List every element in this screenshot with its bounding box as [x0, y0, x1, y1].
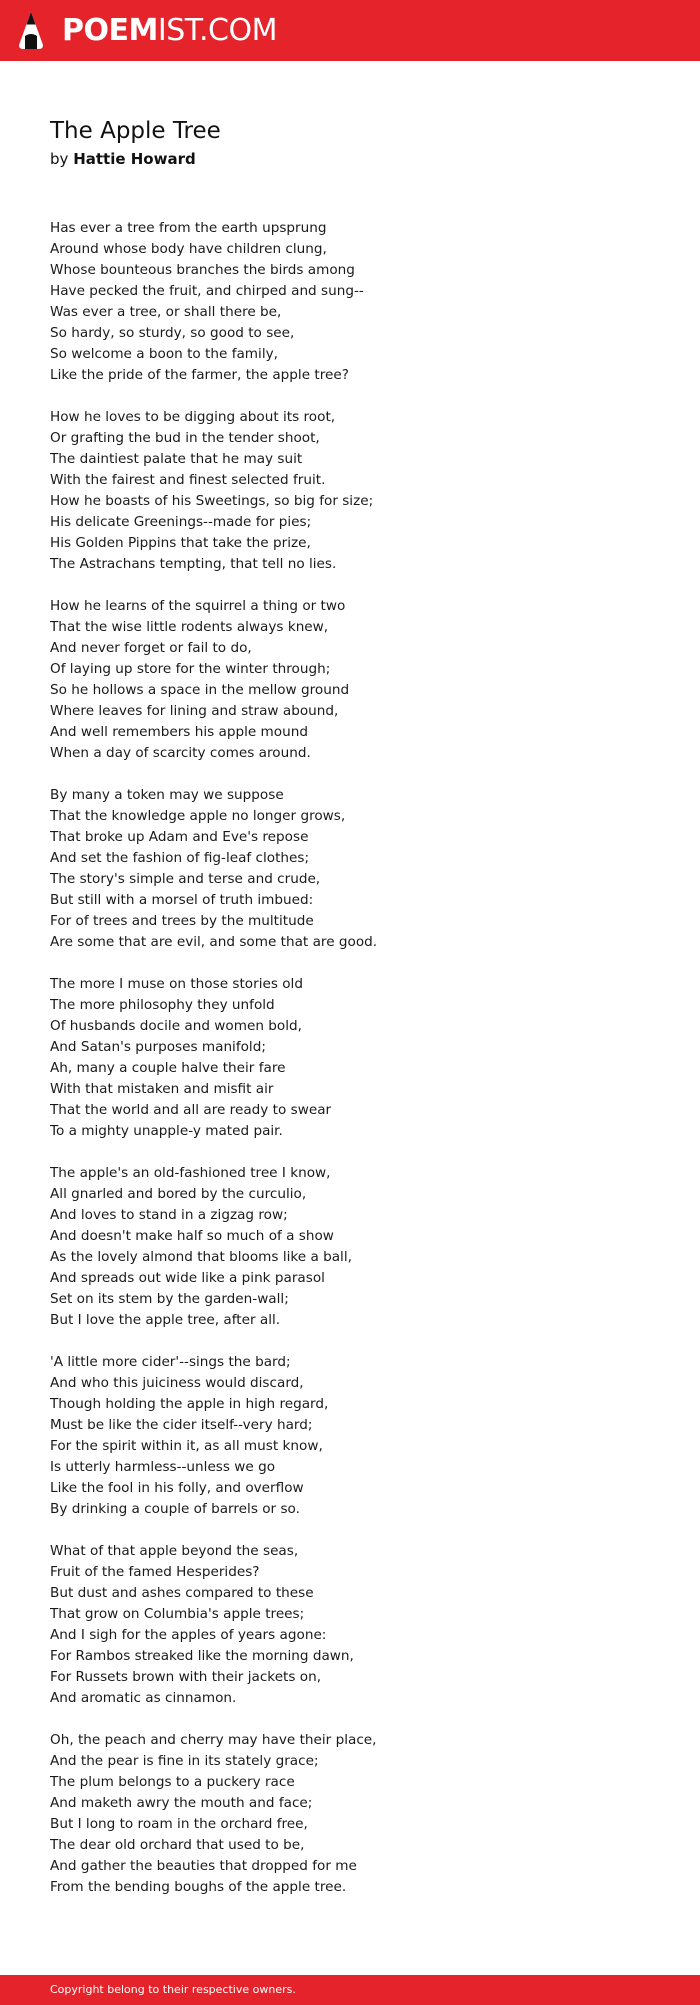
poem-line: But I long to roam in the orchard free, [50, 1816, 308, 1832]
poem-line: Is utterly harmless--unless we go [50, 1459, 276, 1475]
pencil-tip-icon [16, 11, 46, 51]
poem-line: But still with a morsel of truth imbued: [50, 892, 314, 908]
poem-line: For Rambos streaked like the morning dawn, [50, 1648, 354, 1664]
brand-light: IST.COM [157, 13, 277, 48]
poem-line: The plum belongs to a puckery race [50, 1774, 295, 1790]
poem-line: So he hollows a space in the mellow ground [50, 682, 350, 698]
site-brand [62, 13, 277, 48]
poem-line: Like the fool in his folly, and overflow [50, 1480, 304, 1496]
poem-line: To a mighty unapple-y mated pair. [50, 1123, 283, 1139]
poem-line: All gnarled and bored by the curculio, [50, 1186, 307, 1202]
poem-stanza [50, 407, 670, 575]
poem-line: With the fairest and finest selected fruit. [50, 472, 326, 488]
poem-line: The more philosophy they unfold [50, 997, 275, 1013]
poem-line: His delicate Greenings--made for pies; [50, 514, 312, 530]
poem-line: And never forget or fail to do, [50, 640, 252, 656]
poem-stanza [50, 1163, 670, 1331]
poem-line: And Satan's purposes manifold; [50, 1039, 266, 1055]
site-header [0, 0, 700, 61]
poem-line: Oh, the peach and cherry may have their place, [50, 1732, 377, 1748]
poem-line: Has ever a tree from the earth upsprung [50, 220, 327, 236]
poem-line: But dust and ashes compared to these [50, 1585, 314, 1601]
poem-line: As the lovely almond that blooms like a ball, [50, 1249, 352, 1265]
poem-line: Where leaves for lining and straw abound, [50, 703, 339, 719]
poem-line: When a day of scarcity comes around. [50, 745, 311, 761]
poem-stanza [50, 218, 670, 386]
poem-line: Have pecked the fruit, and chirped and sung-- [50, 283, 364, 299]
poem-line: The more I muse on those stories old [50, 976, 303, 992]
poem-line: Like the pride of the farmer, the apple tree? [50, 367, 349, 383]
poem-line: That the knowledge apple no longer grows, [50, 808, 346, 824]
poem-line: And I sigh for the apples of years agone: [50, 1627, 327, 1643]
poem-title: The Apple Tree [50, 118, 221, 144]
poem-line: That the world and all are ready to swear [50, 1102, 332, 1118]
poem-line: What of that apple beyond the seas, [50, 1543, 299, 1559]
poem-line: For Russets brown with their jackets on, [50, 1669, 322, 1685]
poem-line: The dear old orchard that used to be, [50, 1837, 305, 1853]
poem-line: By drinking a couple of barrels or so. [50, 1501, 300, 1517]
poem-line: And loves to stand in a zigzag row; [50, 1207, 288, 1223]
poem-line: That broke up Adam and Eve's repose [50, 829, 309, 845]
poem-line: And well remembers his apple mound [50, 724, 308, 740]
poem-line: And doesn't make half so much of a show [50, 1228, 334, 1244]
poem-stanza [50, 1352, 670, 1520]
poem-line: And maketh awry the mouth and face; [50, 1795, 313, 1811]
poem-line: And gather the beauties that dropped for me [50, 1858, 357, 1874]
poem-line: Fruit of the famed Hesperides? [50, 1564, 260, 1580]
poem-line: And who this juiciness would discard, [50, 1375, 304, 1391]
brand-bold: POEM [62, 13, 158, 48]
poem-line: So welcome a boon to the family, [50, 346, 278, 362]
site-logo[interactable] [16, 10, 277, 52]
poem-line: Of husbands docile and women bold, [50, 1018, 302, 1034]
poem-line: Ah, many a couple halve their fare [50, 1060, 286, 1076]
poem-author[interactable]: Hattie Howard [73, 150, 196, 168]
by-label: by [50, 150, 69, 168]
poem-stanza [50, 1541, 670, 1709]
poem-line: Or grafting the bud in the tender shoot, [50, 430, 320, 446]
poem-line: Of laying up store for the winter through; [50, 661, 331, 677]
poem-line: Whose bounteous branches the birds among [50, 262, 355, 278]
poem-line: The daintiest palate that he may suit [50, 451, 303, 467]
poem-line: That grow on Columbia's apple trees; [50, 1606, 305, 1622]
site-footer [0, 1975, 700, 2005]
poem-line: Was ever a tree, or shall there be, [50, 304, 282, 320]
poem-line: By many a token may we suppose [50, 787, 284, 803]
poem-line: How he learns of the squirrel a thing or two [50, 598, 346, 614]
poem-line: And the pear is fine in its stately grace; [50, 1753, 319, 1769]
poem-line: Set on its stem by the garden-wall; [50, 1291, 289, 1307]
poem-byline [50, 149, 196, 169]
poem-line: 'A little more cider'--sings the bard; [50, 1354, 291, 1370]
poem-line: Though holding the apple in high regard, [50, 1396, 329, 1412]
poem-line: Must be like the cider itself--very hard; [50, 1417, 313, 1433]
poem-line: With that mistaken and misfit air [50, 1081, 274, 1097]
copyright-text: Copyright belong to their respective owners. [50, 1983, 296, 1996]
poem-stanza [50, 974, 670, 1142]
poem-line: But I love the apple tree, after all. [50, 1312, 281, 1328]
poem-line: And spreads out wide like a pink parasol [50, 1270, 325, 1286]
poem-line: The story's simple and terse and crude, [50, 871, 321, 887]
poem-line: The Astrachans tempting, that tell no lies. [50, 556, 337, 572]
poem-line: From the bending boughs of the apple tree. [50, 1879, 347, 1895]
poem-line: How he boasts of his Sweetings, so big for size; [50, 493, 374, 509]
poem-stanza [50, 596, 670, 764]
poem-stanza [50, 1730, 670, 1898]
poem-line: That the wise little rodents always knew, [50, 619, 329, 635]
poem-line: How he loves to be digging about its root, [50, 409, 336, 425]
poem-line: For the spirit within it, as all must know, [50, 1438, 323, 1454]
poem-line: Are some that are evil, and some that are good. [50, 934, 378, 950]
poem-body [50, 218, 670, 1919]
poem-line: So hardy, so sturdy, so good to see, [50, 325, 295, 341]
poem-line: The apple's an old-fashioned tree I know, [50, 1165, 331, 1181]
poem-line: For of trees and trees by the multitude [50, 913, 314, 929]
poem-line: And aromatic as cinnamon. [50, 1690, 237, 1706]
poem-stanza [50, 785, 670, 953]
poem-line: His Golden Pippins that take the prize, [50, 535, 311, 551]
poem-line: And set the fashion of fig-leaf clothes; [50, 850, 310, 866]
poem-line: Around whose body have children clung, [50, 241, 327, 257]
